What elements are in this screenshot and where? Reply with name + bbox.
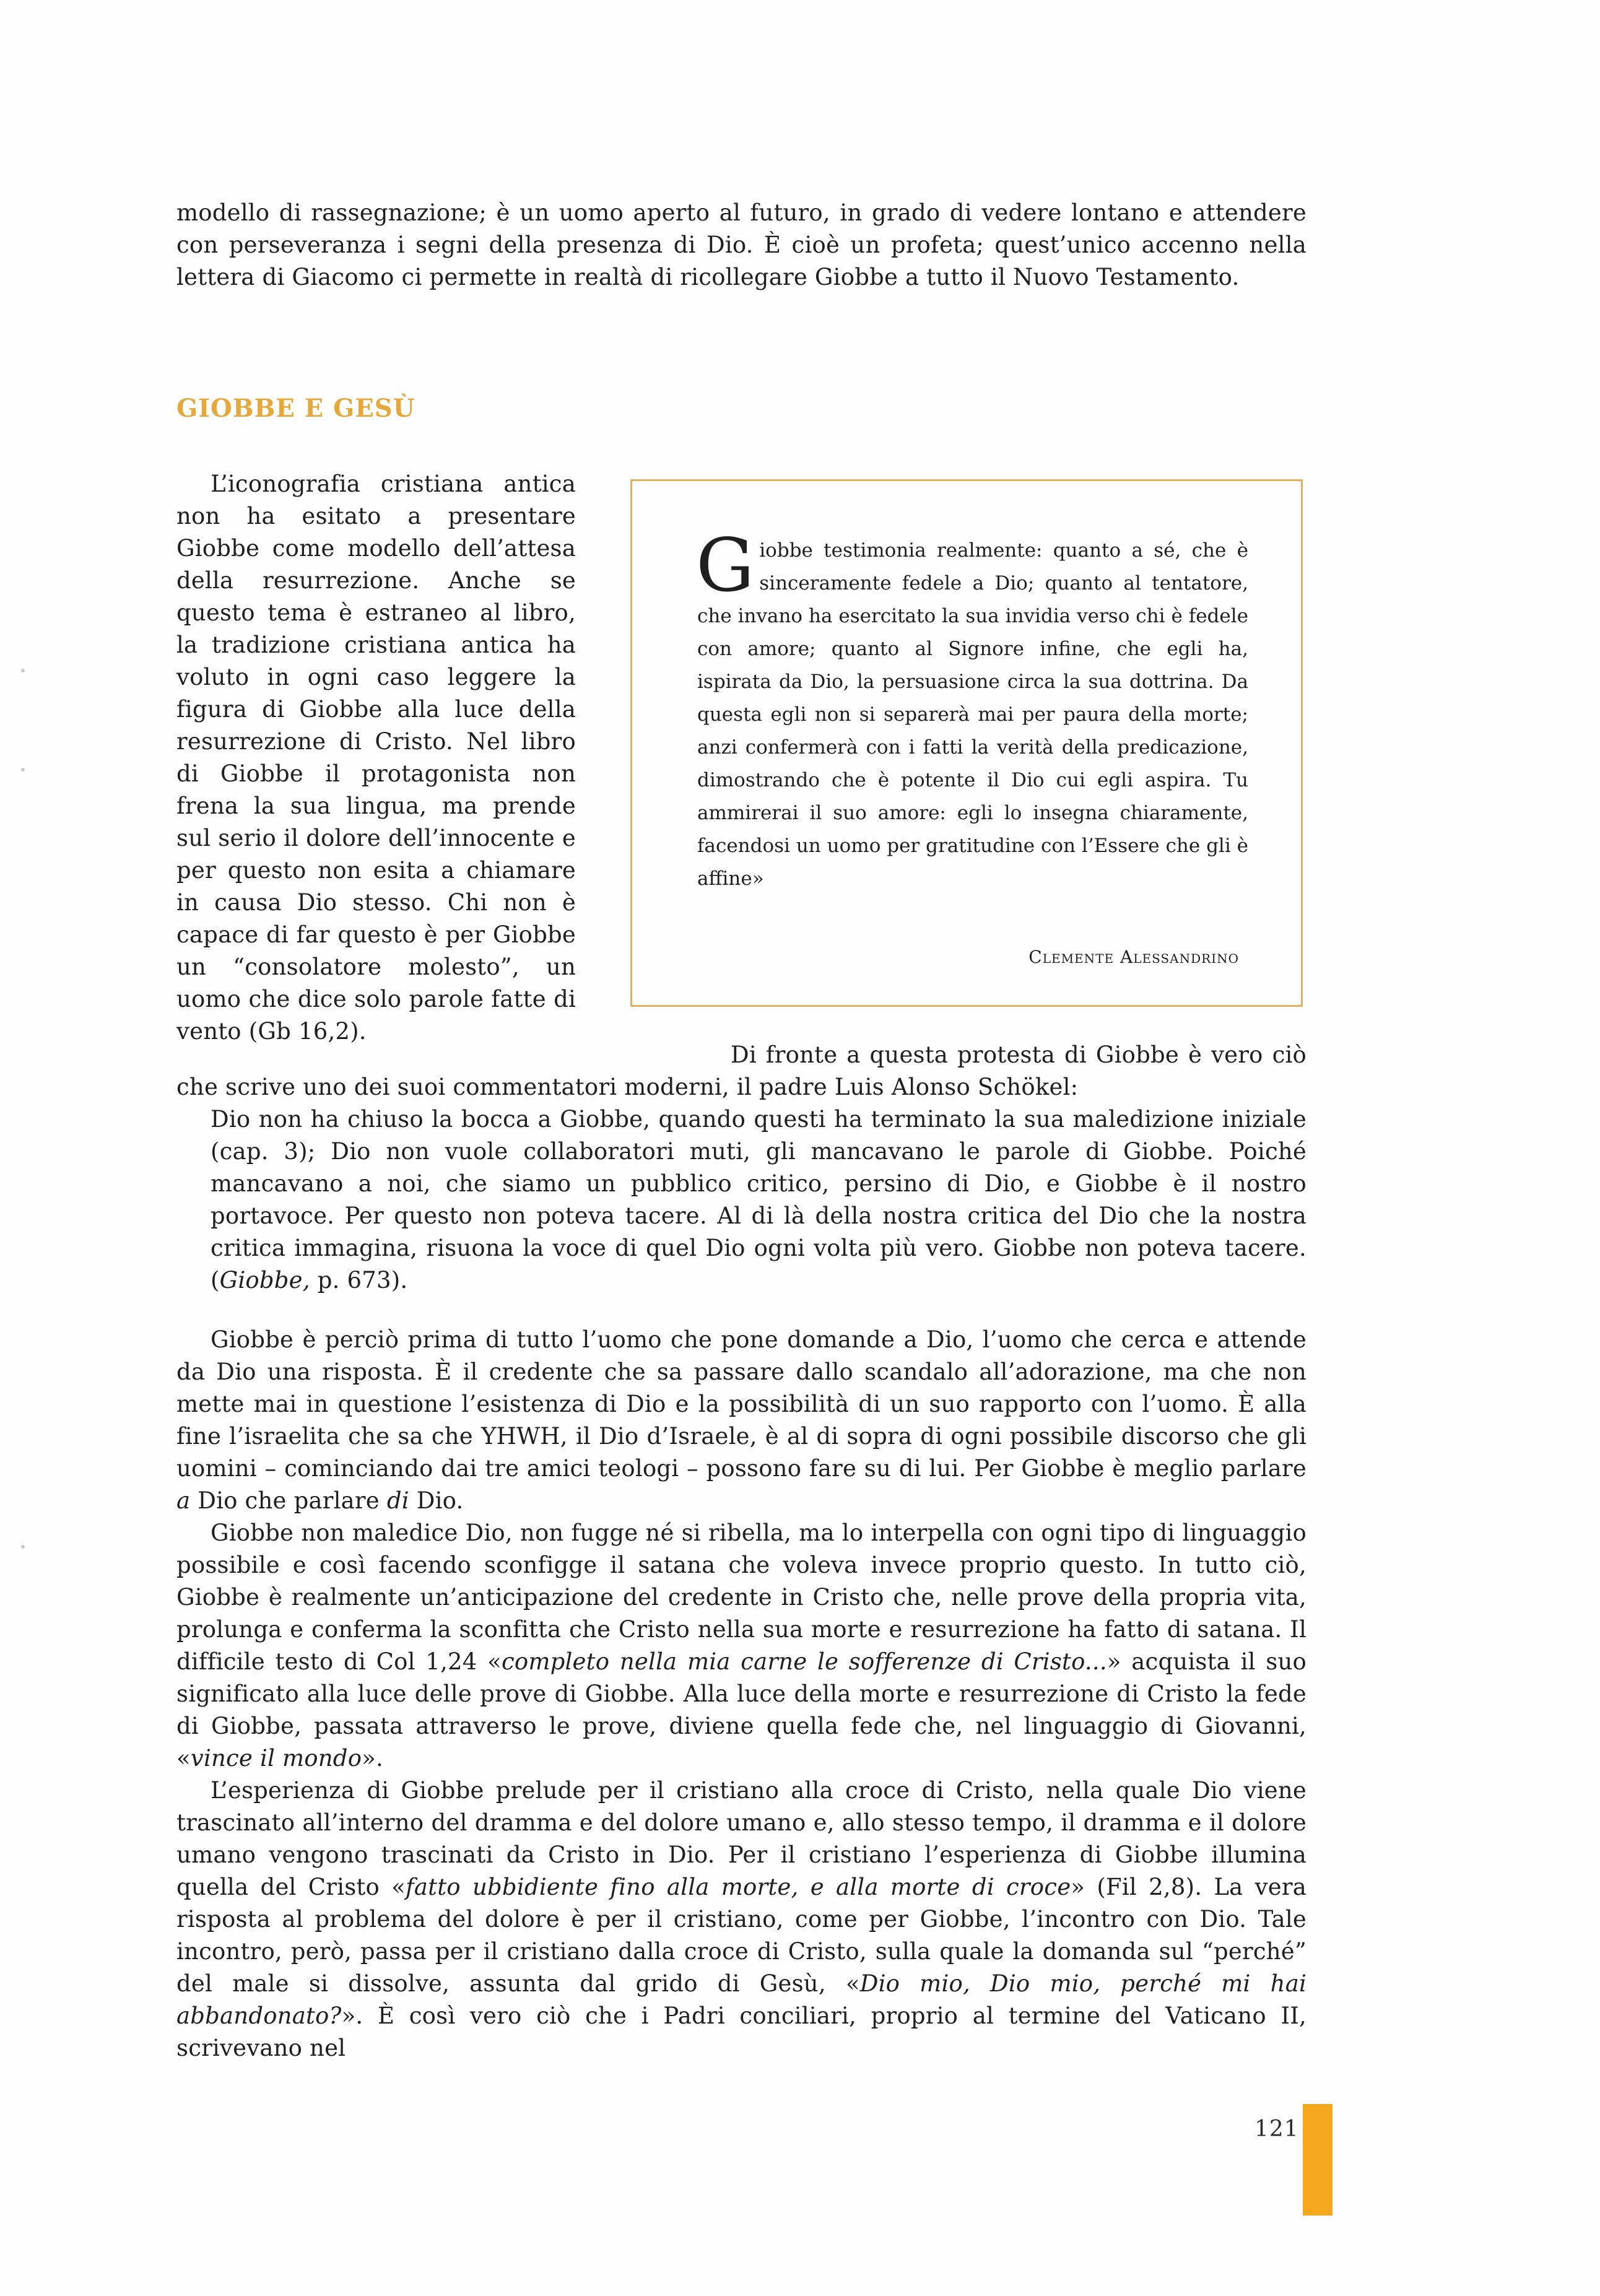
citation-body: Dio non ha chiuso la bocca a Giobbe, quando questi ha terminato la sua maledizione iniziale (cap. 3); Dio non vuole collaboratori muti, gli mancavano le parole di Giobbe. Poiché mancavano a noi, che siamo un pubblico critico, persino di Dio, e Giobbe è il nostro portavoce. Per questo non poteva tacere. Al di là della nostra critica del Dio che la nostra critica immagina, risuona la voce di quel Dio ogni volta più vero. Giobbe non poteva tacere. ( — [211, 1106, 1307, 1294]
schokel-citation — [211, 1103, 1307, 1297]
paper-mark — [21, 1545, 25, 1549]
quote-text: iobbe testimonia realmente: quanto a sé, che è sinceramente fedele a Dio; quanto al tentatore, che invano ha esercitato la sua invidia verso chi è fedele con amore; quanto al Signore infine, che egli ha, ispirata da Dio, la persuasione circa la sua dottrina. Da questa egli non si separerà mai per paura della morte; anzi confermerà con i fatti la verità della predicazione, dimostrando che è potente il Dio cui egli aspira. Tu ammirerai il suo amore: egli lo insegna chiaramente, facendosi un uomo per gratitudine con l’Essere che gli è affine» — [697, 539, 1248, 890]
quote-box — [630, 479, 1303, 1007]
body-paragraph-1: Giobbe è perciò prima di tutto l’uomo che pone domande a Dio, l’uomo che cerca e attende da Dio una risposta. È il credente che sa passare dallo scandalo all’adorazione, ma che non mette mai in questione l’esistenza di Dio e la possibilità di un suo rapporto con l’uomo. È alla fine l’israelita che sa che YHWH, il Dio d’Israele, è al di sopra di ogni possibile discorso che gli uomini – cominciando dai tre amici teologi – possono fare su di lui. Per Giobbe è meglio parlare a Dio che parlare di Dio. — [176, 1326, 1307, 1514]
after-box-sentence: Di fronte a questa protesta di Giobbe è vero ciò che scrive uno dei suoi commentatori moderni, il padre Luis Alonso Schökel: — [176, 1041, 1307, 1100]
quote-body — [696, 523, 1248, 895]
body-paragraph-3: L’esperienza di Giobbe prelude per il cristiano alla croce di Cristo, nella quale Dio viene trascinato all’interno del dramma e del dolore umano e, allo stesso tempo, il dramma e il dolore umano vengono trascinati da Cristo in Dio. Per il cristiano l’esperienza di Giobbe illumina quella del Cristo «fatto ubbidiente fino alla morte, e alla morte di croce» (Fil 2,8). La vera risposta al problema del dolore è per il cristiano, come per Giobbe, l’incontro con Dio. Tale incontro, però, passa per il cristiano dalla croce di Cristo, sulla quale la domanda sul “perché” del male si dissolve, assunta dal grido di Gesù, «Dio mio, Dio mio, perché mi hai abbandonato?». È così vero ciò che i Padri conciliari, proprio al termine del Vaticano II, scrivevano nel — [176, 1777, 1307, 2061]
left-column-paragraph — [176, 468, 576, 1048]
page-number: 121 — [1254, 2116, 1299, 2142]
after-box-text — [176, 1039, 1307, 1103]
after-box-paragraph — [176, 1039, 1307, 1103]
main-body — [176, 1324, 1307, 2064]
paper-mark — [21, 768, 25, 772]
citation-source-page: p. 673). — [310, 1267, 408, 1294]
quote-drop-cap: G — [696, 523, 755, 608]
citation-source-title: Giobbe, — [219, 1267, 310, 1294]
left-column-text: L’iconografia cristiana antica non ha esitato a presentare Giobbe come modello dell’attesa della resurrezione. Anche se questo tema è estraneo al libro, la tradizione cristiana antica ha voluto in ogni caso leggere la figura di Giobbe alla luce della resurrezione di Cristo. Nel libro di Giobbe il protagonista non frena la sua lingua, ma prende sul serio il dolore dell’innocente e per questo non esita a chiamare in causa Dio stesso. Chi non è capace di far questo è per Giobbe un “consolatore molesto”, un uomo che dice solo parole fatte di vento (Gb 16,2). — [176, 471, 576, 1045]
page-color-tab — [1303, 2104, 1333, 2216]
quote-author: Clemente Alessandrino — [1028, 947, 1239, 967]
intro-paragraph — [176, 197, 1307, 294]
citation-text — [211, 1103, 1307, 1297]
body-paragraph-2: Giobbe non maledice Dio, non fugge né si ribella, ma lo interpella con ogni tipo di linguaggio possibile e così facendo sconfigge il satana che voleva invece proprio questo. In tutto ciò, Giobbe è realmente un’anticipazione del credente in Cristo che, nelle prove della propria vita, prolunga e conferma la sconfitta che Cristo nella sua morte e resurrezione ha fatto di satana. Il difficile testo di Col 1,24 «completo nella mia carne le sofferenze di Cristo...» acquista il suo significato alla luce delle prove di Giobbe. Alla luce della morte e resurrezione di Cristo la fede di Giobbe, passata attraverso le prove, diviene quella fede che, nel linguaggio di Giovanni, «vince il mondo». — [176, 1520, 1307, 1772]
intro-text: modello di rassegnazione; è un uomo aperto al futuro, in grado di vedere lontano e attendere con perseveranza i segni della presenza di Dio. È cioè un profeta; quest’unico accenno nella lettera di Giacomo ci permette in realtà di ricollegare Giobbe a tutto il Nuovo Testamento. — [176, 199, 1307, 290]
paper-mark — [21, 669, 25, 672]
section-heading: GIOBBE E GESÙ — [176, 394, 415, 423]
